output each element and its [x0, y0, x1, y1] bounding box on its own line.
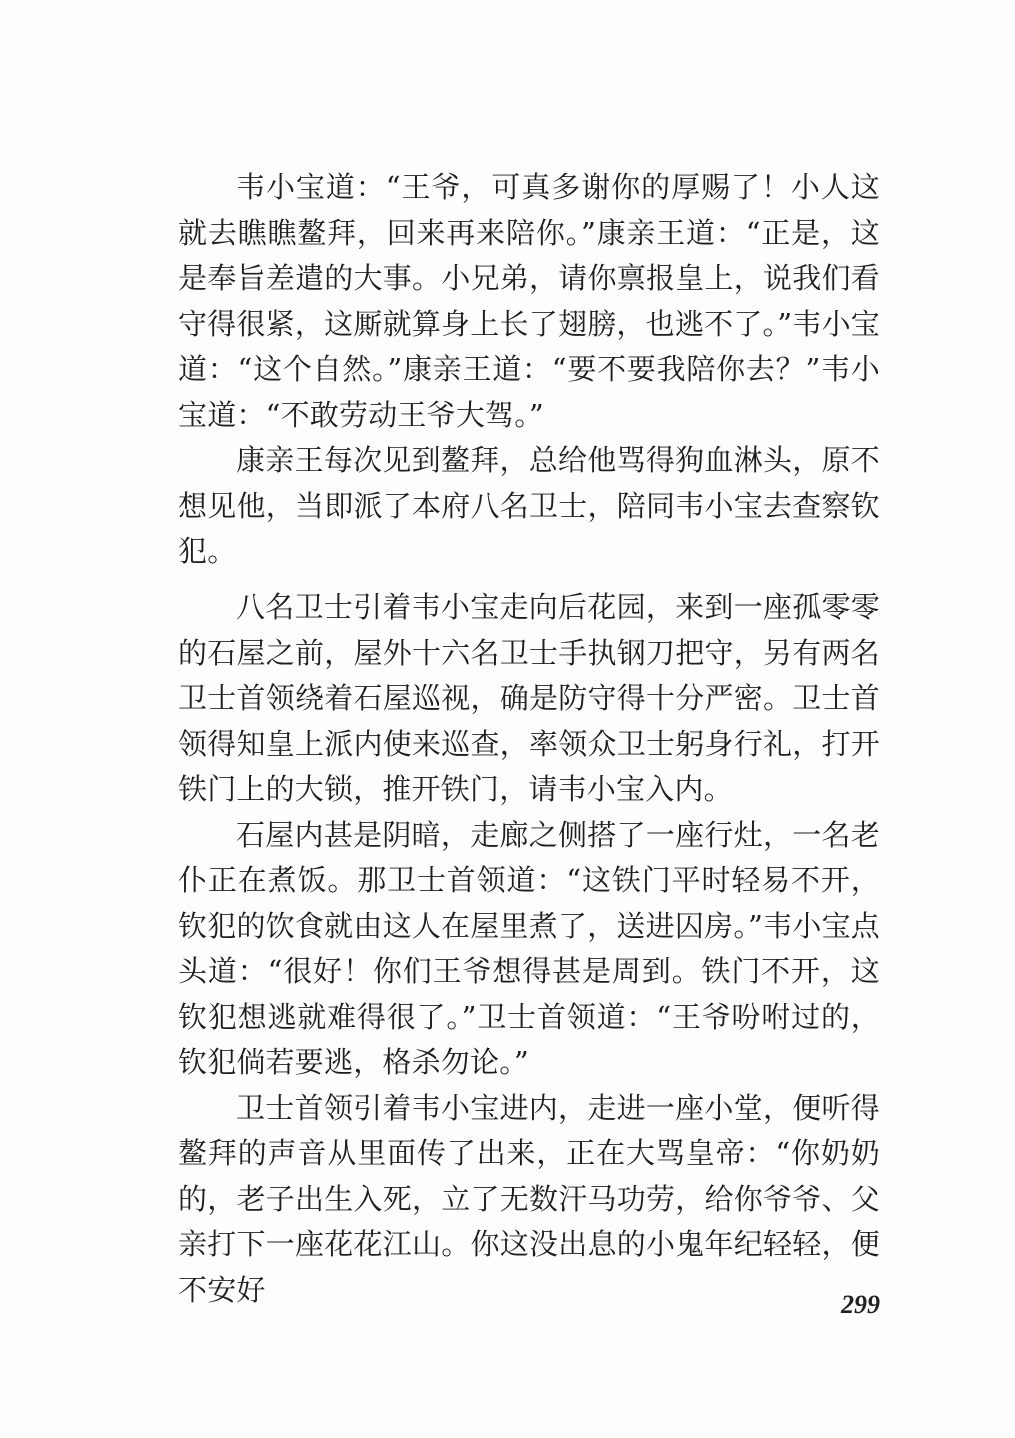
text-section-1 — [178, 165, 880, 575]
paragraph: 康亲王每次见到鳌拜，总给他骂得狗血淋头，原不想见他，当即派了本府八名卫士，陪同韦小宝去查察钦犯。 — [178, 443, 880, 568]
paragraph: 八名卫士引着韦小宝走向后花园，来到一座孤零零的石屋之前，屋外十六名卫士手执钢刀把守，另有两名卫士首领绕着石屋巡视，确是防守得十分严密。卫士首领得知皇上派内使来巡查，率领众卫士躬身行礼，打开铁门上的大锁，推开铁门，请韦小宝入内。 — [178, 590, 880, 806]
text-section-2 — [178, 585, 880, 1313]
paragraph: 卫士首领引着韦小宝进内，走进一座小堂，便听得鳌拜的声音从里面传了出来，正在大骂皇帝：“你奶奶的，老子出生入死，立了无数汗马功劳，给你爷爷、父亲打下一座花花江山。你这没出息的小鬼年纪轻轻，便不安好 — [178, 1090, 880, 1307]
paragraph: 韦小宝道：“王爷，可真多谢你的厚赐了！小人这就去瞧瞧鳌拜，回来再来陪你。”康亲王道：“正是，这是奉旨差遣的大事。小兄弟，请你禀报皇上，说我们看守得很紧，这厮就算身上长了翅膀，也逃不了。”韦小宝道：“这个自然。”康亲王道：“要不要我陪你去？”韦小宝道：“不敢劳动王爷大驾。” — [178, 170, 880, 432]
page-number: 299 — [841, 1290, 880, 1319]
paragraph: 石屋内甚是阴暗，走廊之侧搭了一座行灶，一名老仆正在煮饭。那卫士首领道：“这铁门平时轻易不开，钦犯的饮食就由这人在屋里煮了，送进囚房。”韦小宝点头道：“很好！你们王爷想得甚是周到。铁门不开，这钦犯想逃就难得很了。”卫士首领道：“王爷吩咐过的，钦犯倘若要逃，格杀勿论。” — [178, 817, 880, 1079]
